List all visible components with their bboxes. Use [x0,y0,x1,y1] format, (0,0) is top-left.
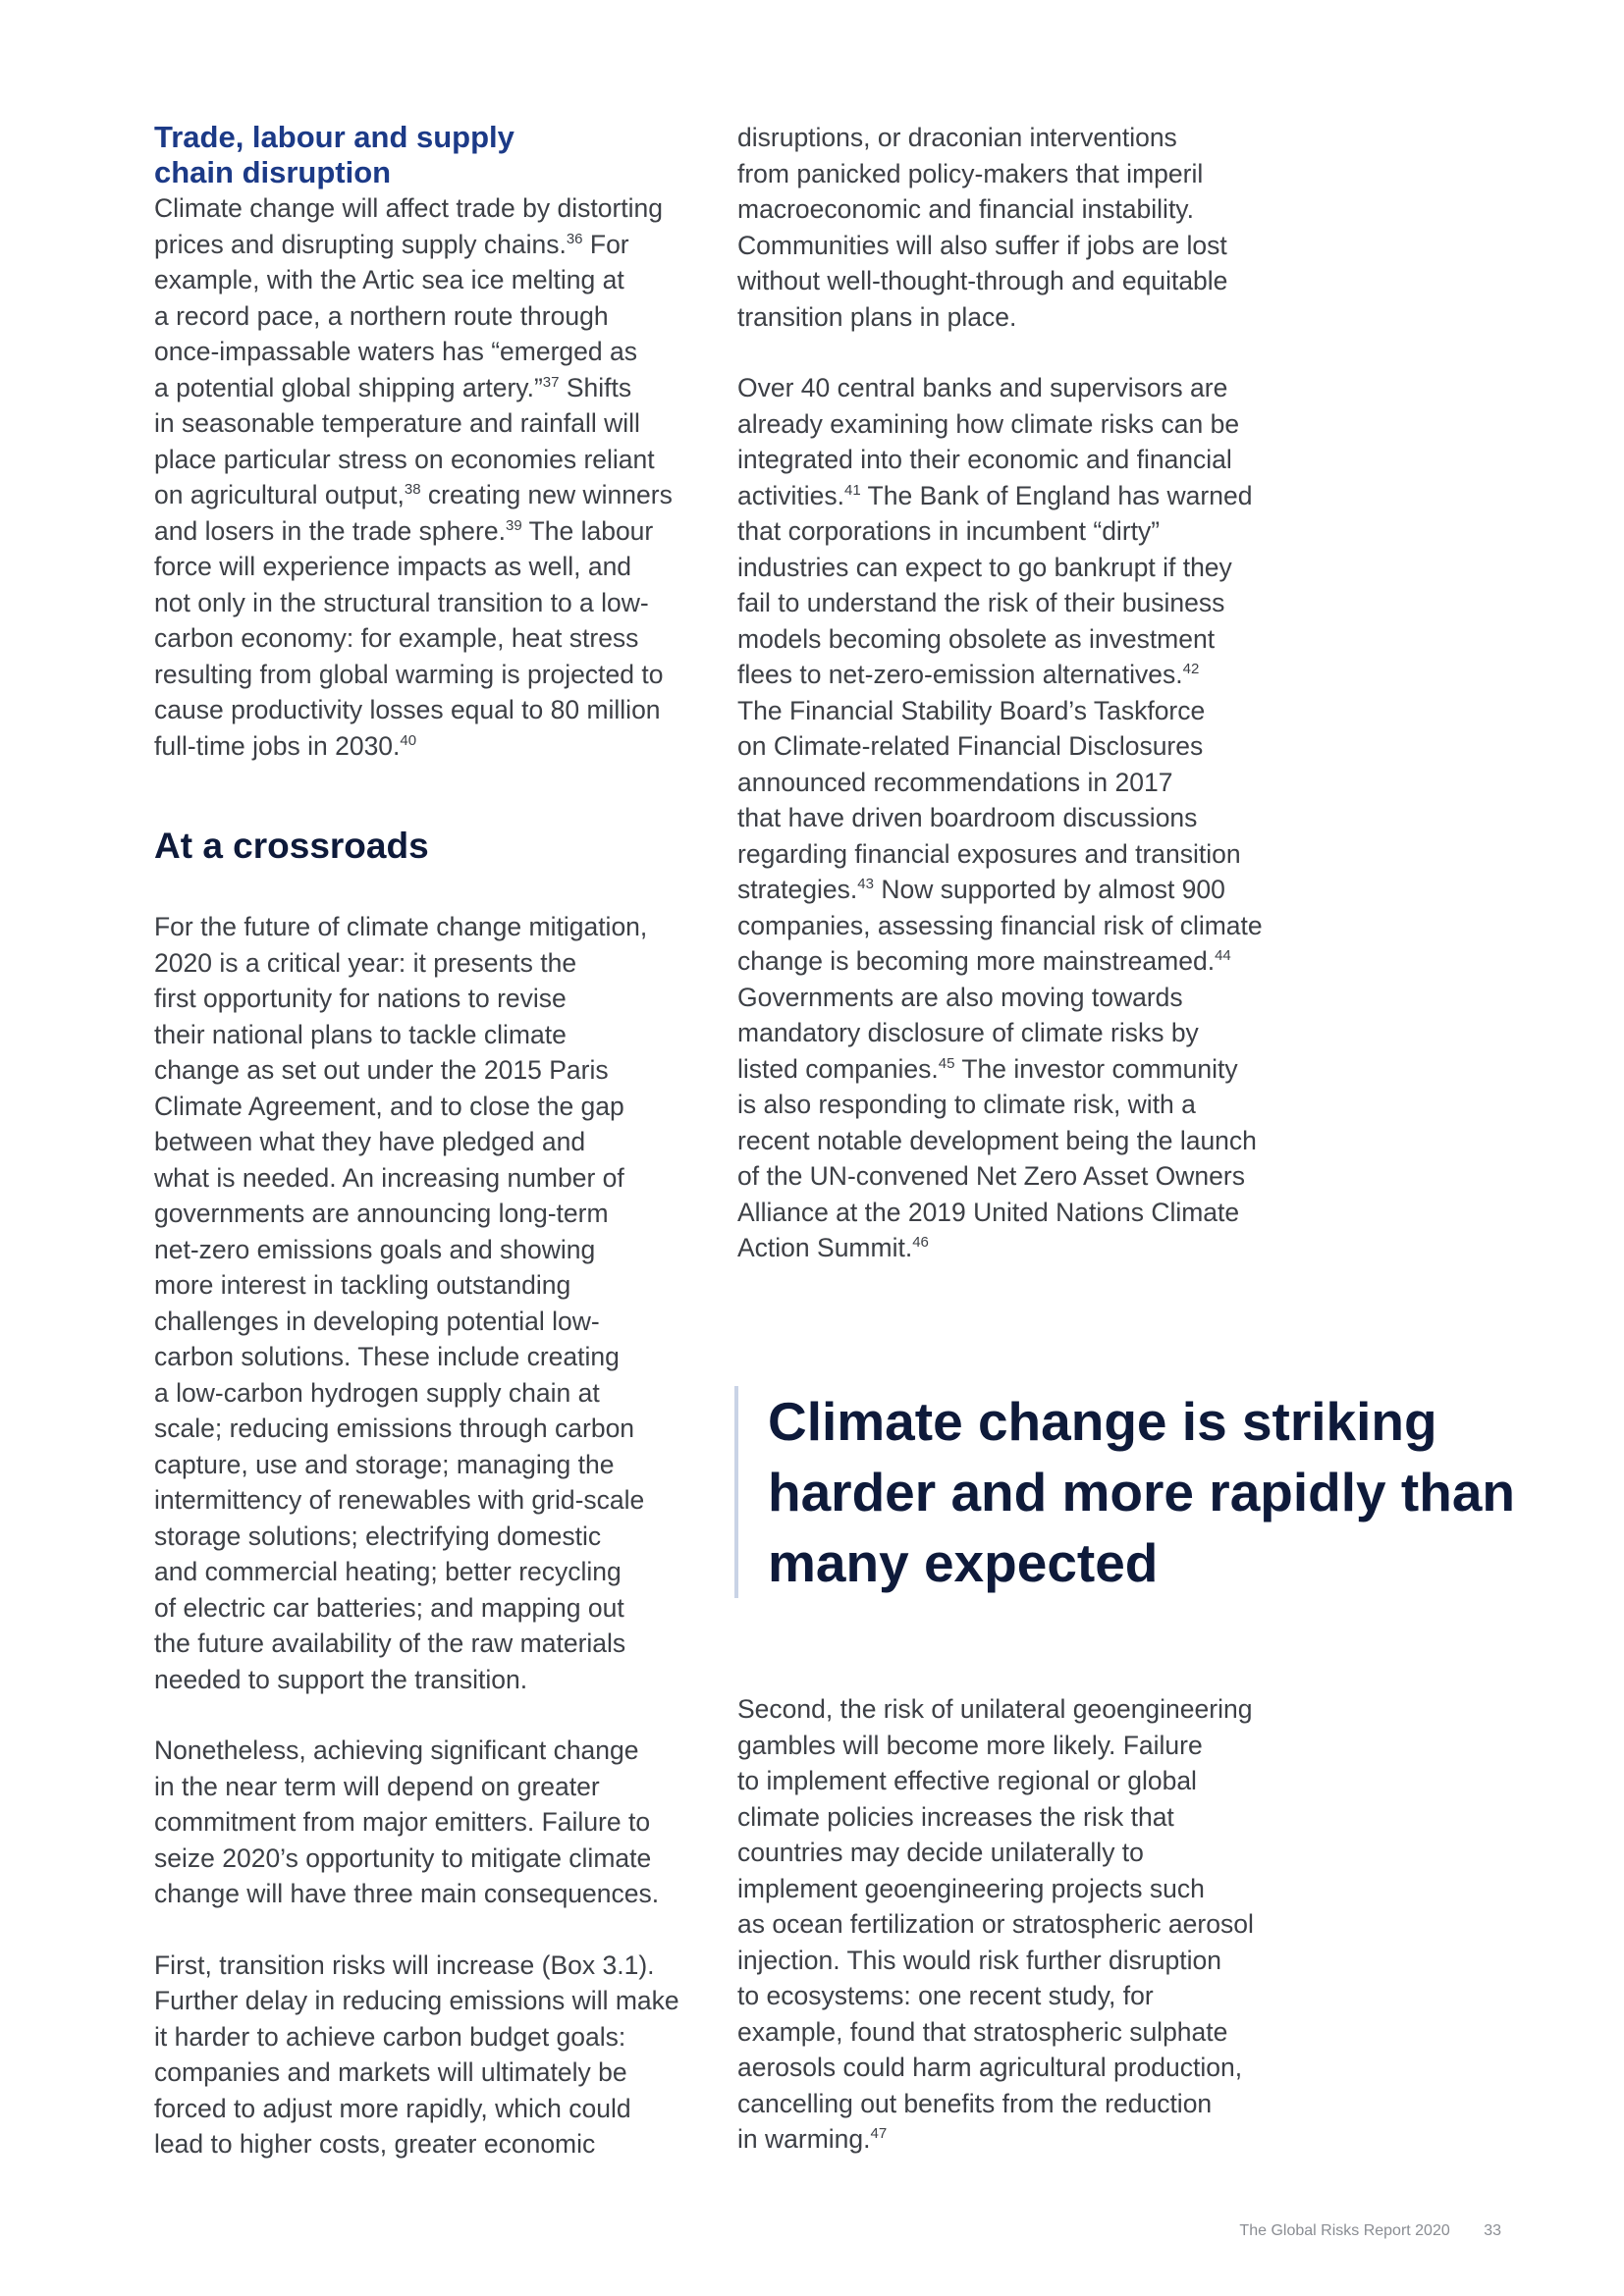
footnote-ref: 45 [938,1054,955,1072]
footnote-ref: 46 [912,1234,929,1252]
page-footer [1239,2222,1501,2240]
right-column-lower [737,1691,1326,2158]
footnote-ref: 41 [843,481,861,499]
left-column [154,120,704,2163]
trade-labour-subheading: Trade, labour and supply chain disruption [154,120,514,189]
crossroads-paragraph: For the future of climate change mitigation, 2020 is a critical year: it presents the first opportunity for nations to revise their national plans to tackle climate change as set out under the 2015 Paris Climate Agreement, and to close the gap between what they have pledged and what is needed. An increasing number of governments are announcing long-term net-zero emissions goals and showing more interest in tackling outstanding challenges in developing potential low- carbon solutions. These include creating a low-carbon hydrogen supply chain at scale; reducing emissions through carbon capture, use and storage; managing the intermittency of renewables with grid-scale storage solutions; electrifying domestic and commercial heating; better recycling of electric car batteries; and mapping out the future availability of the raw materials needed to support the transition. [154,912,648,1694]
footnote-ref: 43 [857,876,874,893]
geoengineering-paragraph: Second, the risk of unilateral geoengineering gambles will become more likely. Failure to implement effective regional or global climate policies increases the risk that countries may decide unilaterally to implement geoengineering projects such as ocean fertilization or stratospheric aerosol injection. This would risk further disruption to ecosystems: one recent study, for example, found that stratospheric sulphate aerosols could harm agricultural production, cancelling out benefits from the reduction in warming.$^{47}$ [737,1694,1254,2154]
trade-paragraph: Climate change will affect trade by distorting prices and disrupting supply chains.$^{36}$ For example, with the Artic sea ice melting at a record pace, a northern route through once-impassable waters has “emerged as a potential global shipping artery.”$^{37}$ Shifts in seasonable temperature and rainfall will place particular stress on economies reliant on agricultural output,$^{38}$ creating new winners and losers in the trade sphere.$^{39}$ The labour force will experience impacts as well, and not only in the structural transition to a low- carbon economy: for example, heat stress resulting from global warming is projected to cause productivity losses equal to 80 million full-time jobs in 2030.40 [154,193,673,761]
footnote-ref: 47 [870,2125,888,2143]
footnote-ref: 39 [505,516,522,534]
footnote-ref: 36 [566,230,583,247]
consequences-paragraph: Nonetheless, achieving significant change in the near term will depend on greater commitment from major emitters. Failure to seize 2020’s opportunity to mitigate climate change will have three main consequences. [154,1735,660,1908]
footnote-ref: 40 [400,731,417,749]
footnote-ref: 42 [1182,661,1200,678]
pull-quote: Climate change is striking harder and more rapidly than many expected [734,1386,1612,1598]
transition-risks-paragraph: First, transition risks will increase (Box 3.1). Further delay in reducing emissions will make it harder to achieve carbon budget goals: companies and markets will ultimately be forced to adjust more rapidly, which could lead to higher costs, greater economic [154,1949,679,2159]
report-title: The Global Risks Report 2020 [1239,2222,1450,2239]
central-banks-paragraph: Over 40 central banks and supervisors are already examining how climate risks can be integrated into their economic and financial activities.$^{41}$ The Bank of England has warned that corporations in incumbent “dirty” industries can expect to go bankrupt if they fail to understand the risk of their business models becoming obsolete as investment flees to net-zero-emission alternatives.$^{42}$ The Financial Stability Board’s Taskforce on Climate-related Financial Disclosures announced recommendations in 2017 that have driven boardroom discussions regarding financial exposures and transition strategies.$^{43}$ Now supported by almost 900 companies, assessing financial risk of climate change is becoming more mainstreamed.$^{44}$ Governments are also moving towards mandatory disclosure of climate risks by listed companies.$^{45}$ The investor community is also responding to climate risk, with a recent notable development being the launch of the UN-convened Net Zero Asset Owners Alliance at the 2019 United Nations Climate Action Summit.$^{46}$ [737,373,1263,1262]
right-column [737,120,1326,1266]
disruptions-paragraph: disruptions, or draconian interventions from panicked policy-makers that imperil macroeconomic and financial instability. Communities will also suffer if jobs are lost without well-thought-through and equitable transition plans in place. [737,123,1228,332]
section-title: At a crossroads [154,826,429,866]
footnote-ref: 38 [404,481,421,499]
footnote-ref: 37 [542,373,560,391]
page-number: 33 [1484,2222,1501,2239]
footnote-ref: 44 [1215,947,1231,965]
